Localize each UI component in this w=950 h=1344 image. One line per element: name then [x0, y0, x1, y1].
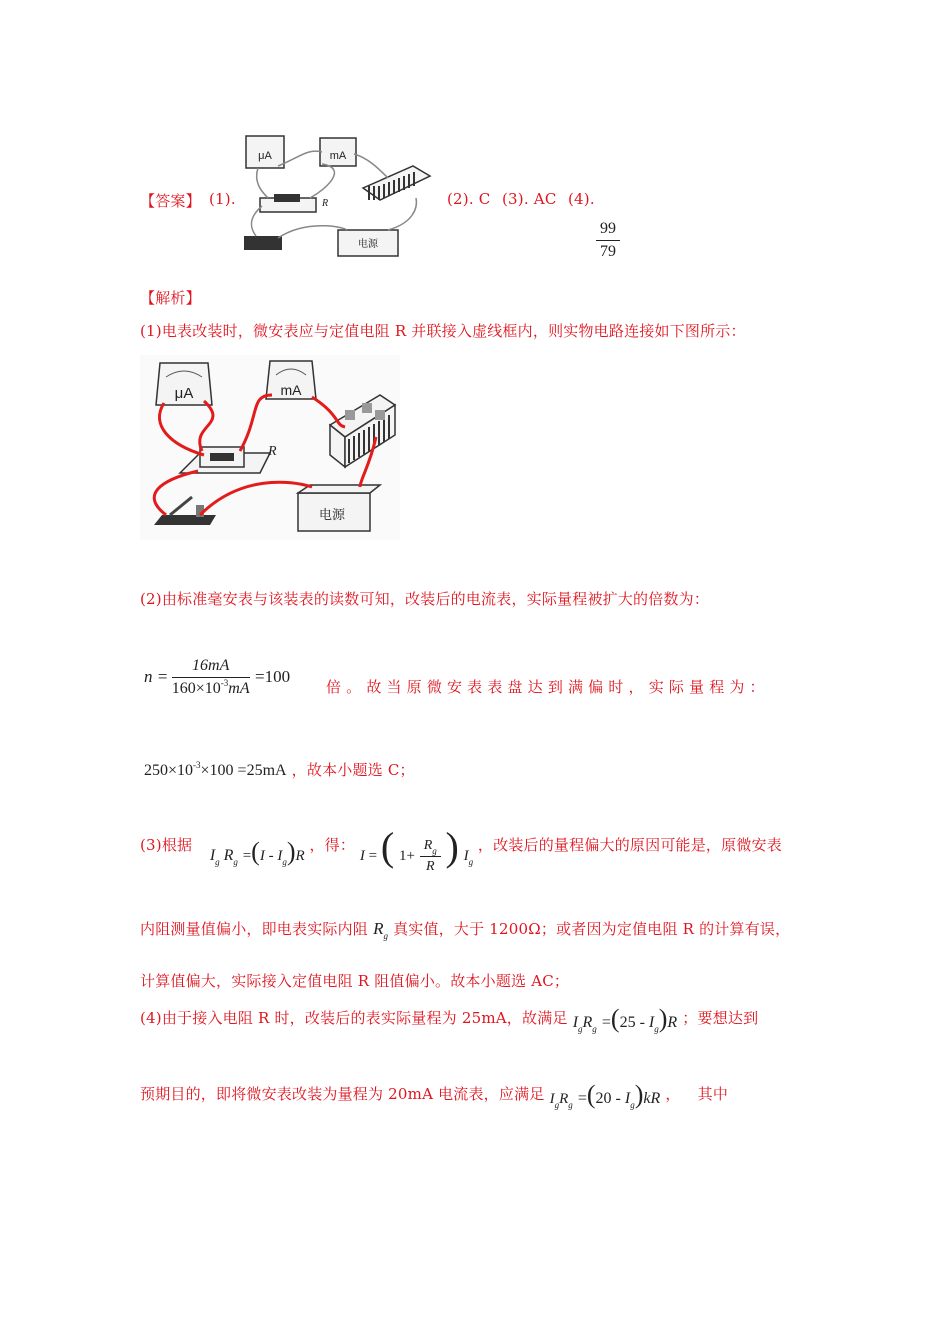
- part4-line1-a: (4)由于接入电阻 R 时，改装后的表实际量程为 25mA，故满足: [140, 1009, 568, 1027]
- power-supply-label: 电源: [318, 508, 346, 523]
- answer-fraction: [596, 220, 620, 261]
- part3-after: ，改装后的量程偏大的原因可能是，原微安表: [477, 836, 782, 854]
- ratio-den-b: mA: [228, 680, 250, 697]
- answer-part1: (1).: [209, 190, 236, 208]
- microammeter-label: μA: [174, 385, 194, 402]
- part2-text: (2)由标准毫安表与该装表的读数可知，改装后的电流表，实际量程被扩大的倍数为：: [140, 590, 710, 608]
- answer-label: 【答案】: [140, 192, 201, 210]
- calc-b: ×100 =25mA: [200, 762, 287, 779]
- answer-part2: (2). C: [447, 190, 491, 208]
- small-circuit-figure: [238, 128, 438, 262]
- answer-fraction-denominator: 79: [600, 243, 616, 260]
- part3-line2-b: 真实值，大于 1200Ω；或者因为定值电阻 R 的计算有误，: [393, 920, 791, 938]
- ratio-den-exp: -3: [220, 678, 229, 688]
- answer-fraction-numerator: 99: [596, 220, 620, 241]
- part4-line1: (4)由于接入电阻 R 时，改装后的表实际量程为 25mA，故满足 $I_gR_g =(25 - I_g)R$ ；要想达到: [140, 1004, 759, 1034]
- resistor-label: R: [268, 444, 277, 459]
- part3-line2: 内阻测量值偏小，即电表实际内阻 $R_g$ 真实值，大于 1200Ω；或者因为定值电阻 R 的计算有误，: [140, 919, 791, 941]
- milliammeter-label: mA: [280, 382, 302, 398]
- ratio-result: =100: [255, 667, 291, 686]
- part4-line2: 预期目的，即将微安表改装为量程为 20mA 电流表，应满足 $I_gR_g =(20 - I_g)kR$ ， 其中: [140, 1080, 729, 1110]
- analysis-label: 【解析】: [140, 289, 201, 307]
- calc-a: 250: [144, 762, 168, 779]
- part3-line1: (3)根据 $I_g$ $R_g =(I - I_g)R$ ，得： I = ( 1+ $\frac{R_g}{R}$ ) $I_g$ ，改装后的量程偏大的原因可能是，原微安表: [140, 824, 782, 874]
- answer-part3: (3). AC: [502, 190, 557, 208]
- part3-line2-a: 内阻测量值偏小，即电表实际内阻: [140, 920, 369, 938]
- part4-line2-a: 预期目的，即将微安表改装为量程为 20mA 电流表，应满足: [140, 1085, 545, 1103]
- small-switch-icon: [244, 236, 282, 250]
- small-resistor-label: R: [322, 198, 329, 209]
- circuit-figure: [140, 355, 400, 540]
- part3-sep: ，得：: [309, 836, 356, 854]
- small-microammeter-label: μA: [258, 150, 272, 162]
- part1-text: (1)电表改装时，微安表应与定值电阻 R 并联接入虚线框内，则实物电路连接如下图所示：: [140, 322, 746, 340]
- part2-equation: n = $\frac{16mA}{160\times 10^{-3}mA}$ =100: [144, 657, 291, 697]
- part4-line2-c: 其中: [697, 1085, 729, 1103]
- part2-calc: $250\times 10^{-3}\times 100 =25mA$ ，故本小题选 C；: [144, 760, 415, 779]
- answer-part4: (4).: [568, 190, 595, 208]
- n-variable: n: [144, 667, 153, 686]
- part2-tail: 倍 。 故 当 原 微 安 表 表 盘 达 到 满 偏 时 ， 实 际 量 程 为 ：: [326, 678, 765, 696]
- calc-exp: -3: [193, 760, 201, 770]
- part4-line2-b: ，: [665, 1085, 681, 1103]
- part4-line1-b: ；要想达到: [682, 1009, 759, 1027]
- small-milliammeter-label: mA: [329, 150, 347, 162]
- part3-line3: 计算值偏大，实际接入定值电阻 R 阻值偏小。故本小题选 AC；: [140, 972, 570, 990]
- calc-tail: ，故本小题选 C；: [291, 761, 415, 779]
- part3-lead: (3)根据: [140, 836, 193, 854]
- switch-icon: [154, 515, 216, 525]
- small-power-label: 电源: [358, 239, 378, 250]
- ratio-den-a: 160: [171, 680, 196, 697]
- ratio-numerator: 16mA: [172, 657, 250, 678]
